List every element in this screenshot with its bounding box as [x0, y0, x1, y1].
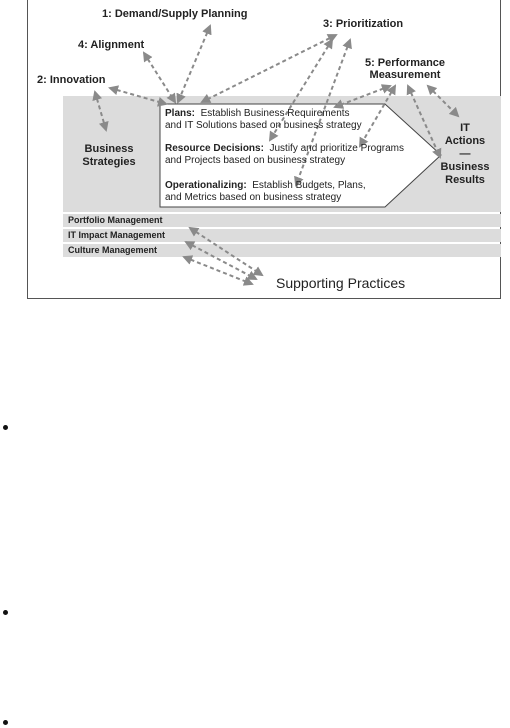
resource-decisions-text — [165, 143, 404, 167]
results-label: Results — [445, 174, 485, 186]
resource-heading: Resource Decisions: — [165, 143, 264, 154]
performance-line2: Measurement — [369, 69, 441, 81]
portfolio-management-label: Portfolio Management — [68, 215, 163, 225]
business-strategies-line2: Strategies — [82, 156, 136, 168]
resource-line1: Justify and prioritize Programs — [269, 143, 404, 154]
business-label: Business — [440, 161, 490, 173]
it-label: IT — [460, 122, 470, 134]
performance-measurement-label — [355, 57, 455, 81]
business-strategies-line1: Business — [84, 143, 134, 155]
bullet-point — [3, 425, 8, 430]
innovation-label: 2: Innovation — [37, 74, 106, 86]
arrow-performance-itactions — [428, 86, 458, 116]
operationalizing-line1: Establish Budgets, Plans, — [252, 180, 366, 191]
arrow-culture-supporting — [184, 257, 252, 284]
plans-text — [165, 108, 362, 132]
bullet-point — [3, 610, 8, 615]
plans-line2: and IT Solutions based on business strategy — [165, 120, 362, 131]
dash-label: — — [459, 148, 471, 160]
arrow-alignment-plans — [144, 53, 175, 102]
business-strategies-label — [72, 143, 146, 169]
arrow-portfolio-supporting — [190, 228, 262, 275]
arrow-demand-plans — [178, 26, 210, 102]
resource-line2: and Projects based on business strategy — [165, 155, 346, 166]
plans-line1: Establish Business Requirements — [200, 108, 350, 119]
arrow-prioritization-plans — [202, 35, 336, 102]
bullet-point — [3, 720, 8, 725]
arrow-innovation-plans — [110, 88, 166, 104]
culture-management-label: Culture Management — [68, 245, 158, 255]
it-impact-management-label: IT Impact Management — [68, 230, 166, 240]
actions-label: Actions — [444, 135, 486, 147]
performance-line1: 5: Performance — [364, 57, 446, 69]
operationalizing-heading: Operationalizing: — [165, 180, 247, 191]
operationalizing-text — [165, 180, 366, 204]
arrow-innovation-strategies — [95, 92, 106, 130]
demand-supply-planning-label: 1: Demand/Supply Planning — [102, 8, 248, 20]
plans-heading: Plans: — [165, 108, 196, 119]
alignment-label: 4: Alignment — [78, 39, 145, 51]
supporting-practices-label: Supporting Practices — [276, 275, 406, 291]
operationalizing-line2: and Metrics based on business strategy — [165, 192, 342, 203]
prioritization-label: 3: Prioritization — [323, 18, 404, 30]
it-actions-business-results-label — [432, 122, 498, 187]
